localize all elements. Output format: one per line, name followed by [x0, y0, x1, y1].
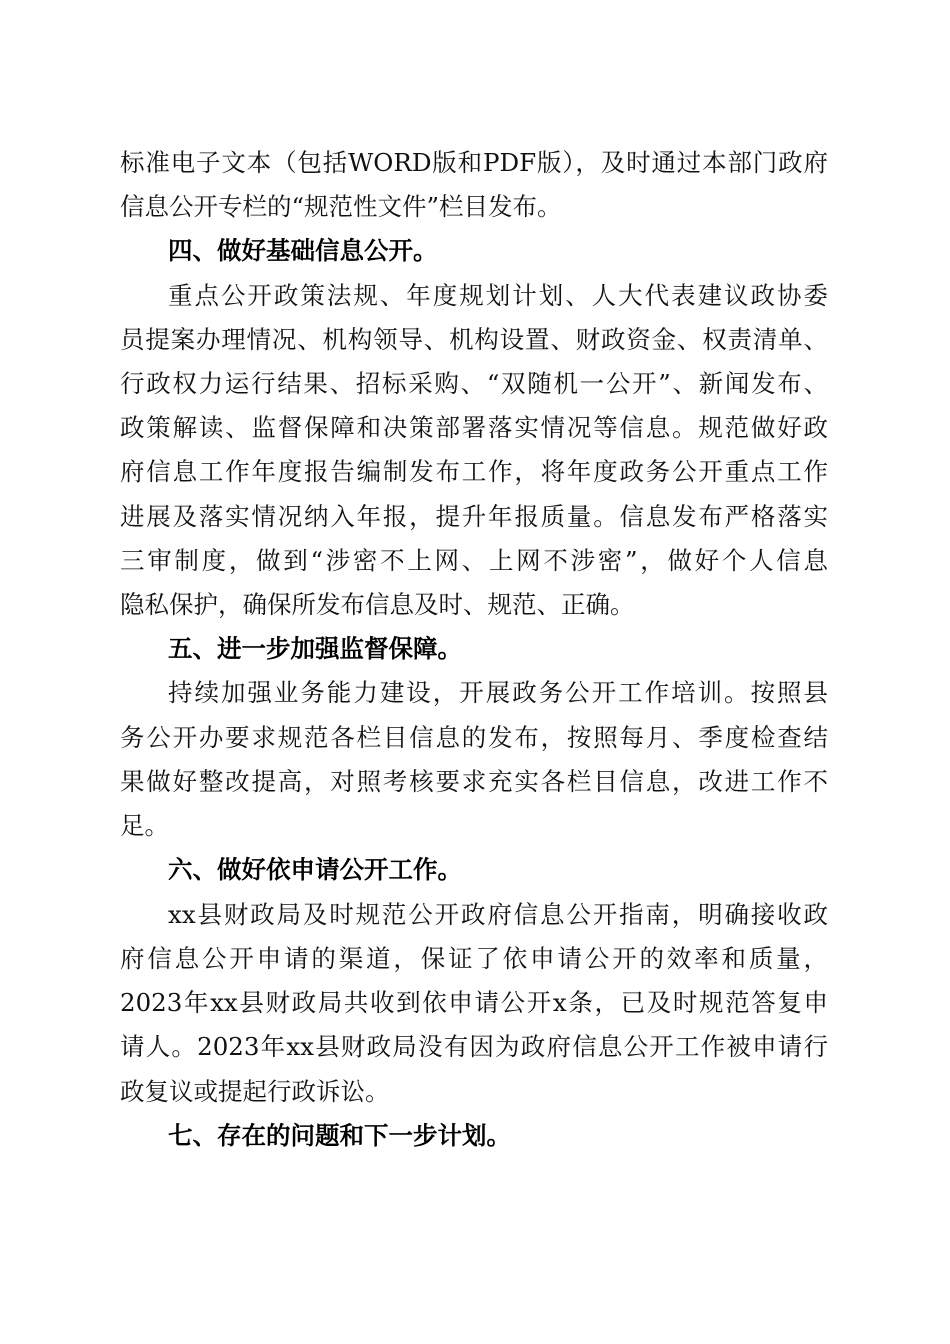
- section-heading-6: 六、做好依申请公开工作。: [168, 855, 462, 884]
- paragraph-line: 行政权力运行结果、招标采购、“双随机一公开”、新闻发布、: [120, 369, 828, 398]
- paragraph-line: 足。: [120, 811, 169, 840]
- paragraph-line: 进展及落实情况纳入年报，提升年报质量。信息发布严格落实: [120, 502, 828, 531]
- paragraph-line: 政策解读、监督保障和决策部署落实情况等信息。规范做好政: [120, 413, 828, 442]
- paragraph-line: xx县财政局及时规范公开政府信息公开指南，明确接收政: [168, 900, 828, 929]
- paragraph-line: 政复议或提起行政诉讼。: [120, 1077, 390, 1106]
- paragraph-line: 员提案办理情况、机构领导、机构设置、财政资金、权责清单、: [120, 325, 828, 354]
- paragraph-line: 标准电子文本（包括WORD版和PDF版），及时通过本部门政府: [120, 148, 828, 177]
- paragraph-line: 三审制度，做到“涉密不上网、上网不涉密”，做好个人信息: [120, 546, 828, 575]
- section-heading-7: 七、存在的问题和下一步计划。: [168, 1121, 511, 1150]
- paragraph-line: 务公开办要求规范各栏目信息的发布，按照每月、季度检查结: [120, 723, 828, 752]
- paragraph-line: 府信息工作年度报告编制发布工作，将年度政务公开重点工作: [120, 457, 828, 486]
- paragraph-line: 重点公开政策法规、年度规划计划、人大代表建议政协委: [168, 281, 828, 310]
- paragraph-line: 果做好整改提高，对照考核要求充实各栏目信息，改进工作不: [120, 767, 828, 796]
- paragraph-line: 持续加强业务能力建设，开展政务公开工作培训。按照县: [168, 678, 828, 707]
- paragraph-line: 信息公开专栏的“规范性文件”栏目发布。: [120, 192, 562, 221]
- section-heading-4: 四、做好基础信息公开。: [168, 236, 438, 265]
- paragraph-line: 隐私保护，确保所发布信息及时、规范、正确。: [120, 590, 635, 619]
- paragraph-line: 府信息公开申请的渠道，保证了依申请公开的效率和质量，: [120, 944, 828, 973]
- paragraph-line: 2023年xx县财政局共收到依申请公开x条，已及时规范答复申: [120, 988, 828, 1017]
- paragraph-line: 请人。2023年xx县财政局没有因为政府信息公开工作被申请行: [120, 1032, 828, 1061]
- section-heading-5: 五、进一步加强监督保障。: [168, 634, 462, 663]
